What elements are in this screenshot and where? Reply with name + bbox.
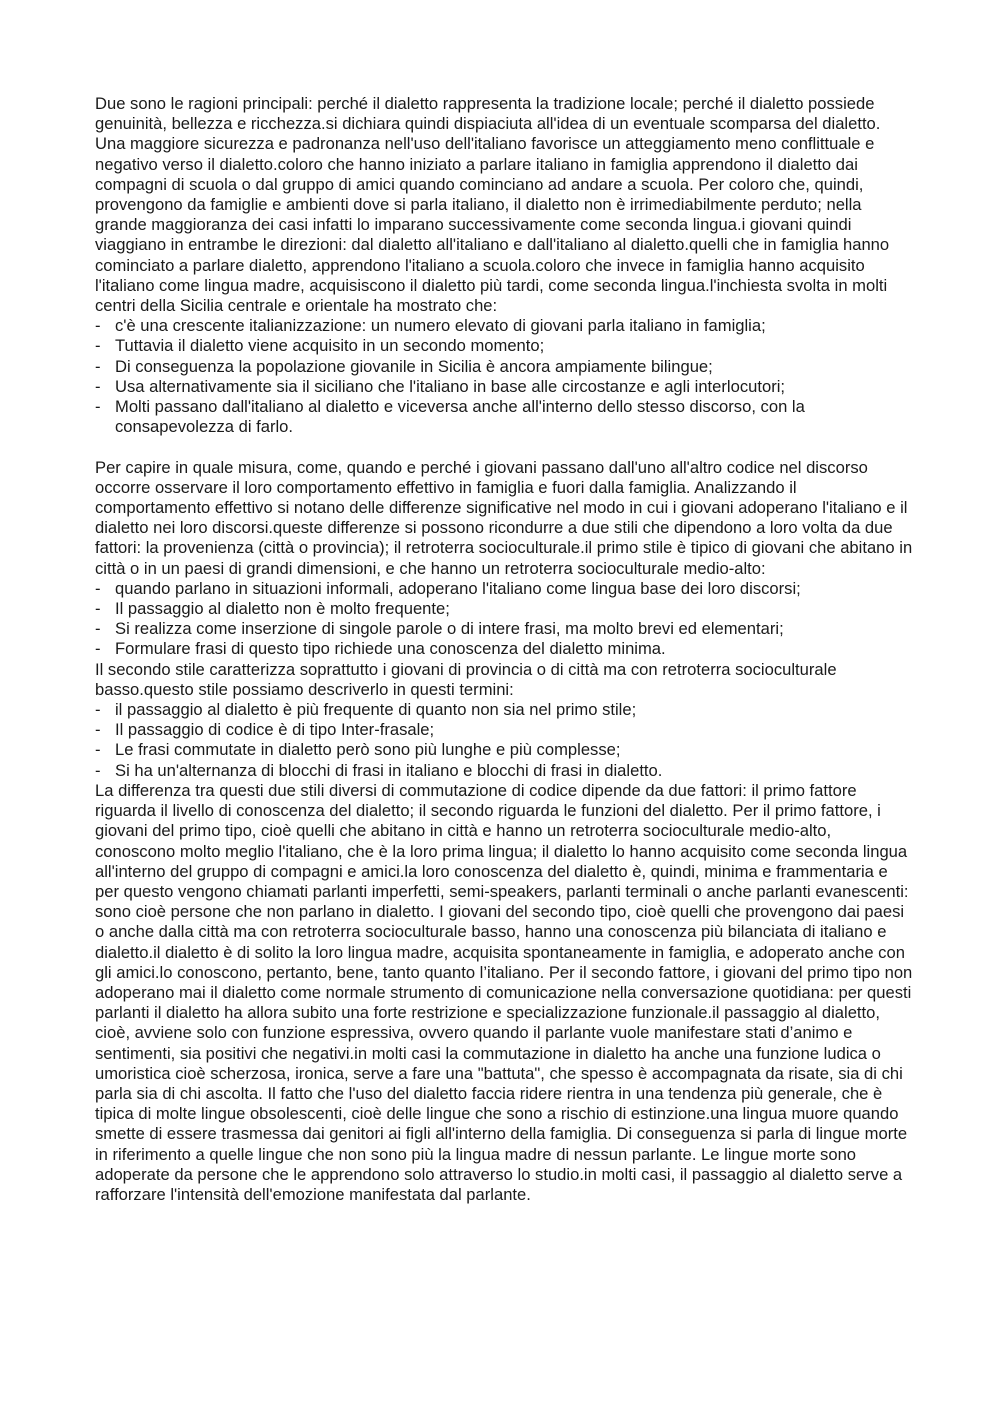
dash-bullet: - [95,720,101,740]
list-item-text: Si realizza come inserzione di singole parole o di intere frasi, ma molto brevi ed elementari; [115,619,784,639]
list-item-text: Formulare frasi di questo tipo richiede una conoscenza del dialetto minima. [115,639,666,659]
dash-bullet: - [95,599,101,619]
list-item [95,761,915,781]
dash-bullet: - [95,700,101,720]
paragraph-codice-discorso: Per capire in quale misura, come, quando e perché i giovani passano dall'uno all'altro codice nel discorso occorre osservare il loro comportamento effettivo in famiglia e fuori dalla famiglia. Analizzando il comportamento effettivo si notano delle differenze significative nel modo in cui i giovani adoperano l'italiano e il dialetto nei loro discorsi.queste differenze si possono ricondurre a due stili che dipendono a loro volta da due fattori: la provenienza (città o provincia); il retroterra socioculturale.il primo stile è tipico di giovani che abitano in città o in un paesi di grandi dimensioni, e che hanno un retroterra socioculturale medio-alto: [95,457,913,578]
dash-bullet: - [95,356,101,376]
list-item [95,619,915,639]
dash-bullet: - [95,397,101,417]
dash-bullet: - [95,376,101,396]
list-item [95,357,915,377]
list-item [95,720,915,740]
list-item [95,336,915,356]
list-item [95,579,915,599]
list-item-text: Molti passano dall'italiano al dialetto e viceversa anche all'interno dello stesso discorso, con la consapevolezza di farlo. [115,397,805,437]
list-item-text: Il passaggio di codice è di tipo Inter-frasale; [115,720,435,740]
list-item-text: Il passaggio al dialetto non è molto frequente; [115,599,450,619]
paragraph-secondo-stile: Il secondo stile caratterizza soprattutto i giovani di provincia o di città ma con retroterra socioculturale basso.questo stile possiamo descriverlo in questi termini: [95,659,837,699]
list-item [95,700,915,720]
dash-bullet: - [95,619,101,639]
list-primo-stile [95,579,915,660]
list-item [95,397,915,437]
list-item-text: Tuttavia il dialetto viene acquisito in un secondo momento; [115,336,545,356]
dash-bullet: - [95,316,101,336]
list-item-text: Usa alternativamente sia il siciliano che l'italiano in base alle circostanze e agli interlocutori; [115,376,786,396]
dash-bullet: - [95,740,101,760]
list-item-text: quando parlano in situazioni informali, adoperano l'italiano come lingua base dei loro discorsi; [115,578,801,598]
list-item-text: Di conseguenza la popolazione giovanile in Sicilia è ancora ampiamente bilingue; [115,356,713,376]
dash-bullet: - [95,578,101,598]
dash-bullet: - [95,336,101,356]
list-item-text: il passaggio al dialetto è più frequente di quanto non sia nel primo stile; [115,700,637,720]
dash-bullet: - [95,639,101,659]
list-item [95,599,915,619]
list-item-text: Si ha un'alternanza di blocchi di frasi in italiano e blocchi di frasi in dialetto. [115,760,663,780]
list-item [95,377,915,397]
paragraph-spacer [95,437,915,457]
list-secondo-stile [95,700,915,781]
list-item [95,639,915,659]
list-item [95,316,915,336]
document-page [95,94,915,1205]
list-inchiesta-sicilia [95,316,915,437]
list-item-text: Le frasi commutate in dialetto però sono più lunghe e più complesse; [115,740,621,760]
paragraph-differenza-stili: La differenza tra questi due stili diversi di commutazione di codice dipende da due fattori: il primo fattore riguarda il livello di conoscenza del dialetto; il secondo riguarda le funzioni del dialetto. Per il primo fattore, i giovani del primo tipo, cioè quelli che abitano in città e hanno un retroterra socioculturale medio-alto, conoscono molto meglio l'italiano, che è la loro prima lingua; il dialetto lo hanno acquisito come seconda lingua all'interno del gruppo di compagni e amici.la loro conoscenza del dialetto è, quindi, minima e frammentaria e per questo vengono chiamati parlanti imperfetti, semi-speakers, parlanti terminali o anche parlanti evanescenti: sono cioè persone che non parlano in dialetto. I giovani del secondo tipo, cioè quelli che provengono dai paesi o anche dalla città ma con retroterra socioculturale basso, hanno una conoscenza più bilanciata di italiano e dialetto.il dialetto è di solito la loro lingua madre, acquisita spontaneamente in famiglia, e adoperato anche con gli amici.lo conoscono, pertanto, bene, tanto quanto l’italiano. Per il secondo fattore, i giovani del primo tipo non adoperano mai il dialetto come normale strumento di comunicazione nella conversazione quotidiana: per questi parlanti il dialetto ha allora subito una forte restrizione e specializzazione funzionale.il passaggio al dialetto, cioè, avviene solo con funzione espressiva, ovvero quando il parlante vuole manifestare stati d’animo e sentimenti, sia positivi che negativi.in molti casi la commutazione in dialetto ha anche una funzione ludica o umoristica cioè scherzosa, ironica, serve a fare una "battuta", che spesso è accompagnata da risate, sia di chi parla sia di chi ascolta. Il fatto che l'uso del dialetto faccia ridere rientra in una tendenza più generale, che è tipica di molte lingue obsolescenti, cioè delle lingue che sono a rischio di estinzione.una lingua muore quando smette di essere trasmessa dai genitori ai figli all'interno della famiglia. Di conseguenza si parla di lingue morte in riferimento a quelle lingue che non sono più la lingua madre di nessun parlante. Le lingue morte sono adoperate da persone che le apprendono solo attraverso lo studio.in molti casi, il passaggio al dialetto serve a rafforzare l'intensità dell'emozione manifestata dal parlante. [95,780,913,1204]
dash-bullet: - [95,760,101,780]
list-item [95,740,915,760]
list-item-text: c'è una crescente italianizzazione: un numero elevato di giovani parla italiano in famiglia; [115,316,766,336]
paragraph-ragioni-dialetto: Due sono le ragioni principali: perché il dialetto rappresenta la tradizione locale; perché il dialetto possiede genuinità, bellezza e ricchezza.si dichiara quindi dispiaciuta all'idea di un eventuale scomparsa del dialetto. Una maggiore sicurezza e padronanza nell'uso dell'italiano favorisce un atteggiamento meno conflittuale e negativo verso il dialetto.coloro che hanno iniziato a parlare italiano in famiglia apprendono il dialetto dai compagni di scuola o dal gruppo di amici quando cominciano ad andare a scuola. Per coloro che, quindi, provengono da famiglie e ambienti dove si parla italiano, il dialetto non è irrimediabilmente perduto; nella grande maggioranza dei casi infatti lo imparano successivamente come seconda lingua.i giovani quindi viaggiano in entrambe le direzioni: dal dialetto all'italiano e dall'italiano al dialetto.quelli che in famiglia hanno cominciato a parlare dialetto, apprendono l'italiano a scuola.coloro che invece in famiglia hanno acquisito l'italiano come lingua madre, acquisiscono il dialetto più tardi, come seconda lingua.l'inchiesta svolta in molti centri della Sicilia centrale e orientale ha mostrato che: [95,94,890,316]
